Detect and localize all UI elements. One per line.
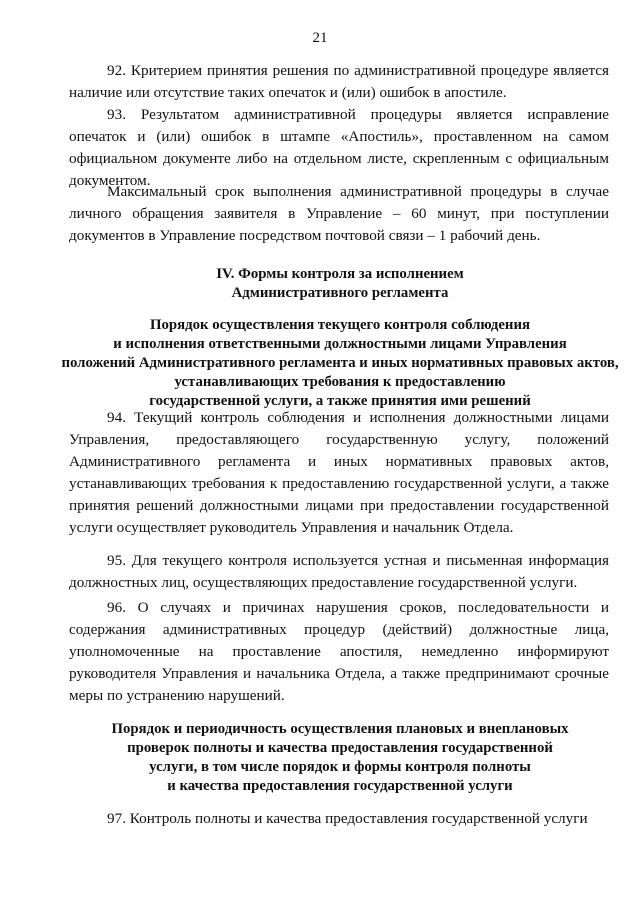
subheading-line: Порядок осуществления текущего контроля соблюдения: [150, 317, 530, 333]
paragraph-97: 97. Контроль полноты и качества предоставления государственной услуги: [107, 810, 588, 827]
subheading-line: услуги, в том числе порядок и формы контроля полноты: [149, 759, 531, 775]
subheading-line: проверок полноты и качества предоставления государственной: [127, 740, 553, 756]
paragraph-95: 95. Для текущего контроля используется устная и письменная информация должностных лиц, осуществляющих предоставление государственной услуги.: [69, 552, 609, 591]
paragraph-max-time: Максимальный срок выполнения административной процедуры в случае личного обращения заявителя в Управление – 60 минут, при поступлении документов в Управление посредством почтовой связи – 1 рабочий день.: [69, 183, 609, 244]
paragraph-94: 94. Текущий контроль соблюдения и исполнения должностными лицами Управления, предоставляющего государственную услугу, положений Административного регламента и иных нормативных правовых актов, устанавливающих требования к предоставлению государственной услуги, а также принятия решений должностными лицами при предоставлении государственной услуги осуществляет руководитель Управления и начальник Отдела.: [69, 409, 609, 536]
paragraph-92: 92. Критерием принятия решения по административной процедуре является наличие или отсутствие таких опечаток и (или) ошибок в апостиле.: [69, 62, 609, 101]
section-heading-line: Административного регламента: [231, 285, 449, 301]
section-heading: [60, 265, 620, 303]
subheading-line: и качества предоставления государственной услуги: [167, 778, 513, 794]
subheading-line: положений Административного регламента и иных нормативных правовых актов,: [61, 355, 619, 371]
subheading-line: и исполнения ответственными должностными лицами Управления: [113, 336, 567, 352]
subheading-periodicity: [60, 720, 620, 796]
subheading-line: Порядок и периодичность осуществления плановых и внеплановых: [111, 721, 569, 737]
subheading-current-control: [60, 316, 620, 411]
subheading-line: государственной услуги, а также принятия ими решений: [149, 393, 531, 409]
section-heading-line: IV. Формы контроля за исполнением: [216, 266, 464, 282]
subheading-line: устанавливающих требования к предоставлению: [174, 374, 506, 390]
paragraph-96: 96. О случаях и причинах нарушения сроков, последовательности и содержания административных процедур (действий) должностные лица, уполномоченные на проставление апостиля, немедленно информируют руководителя Управления и начальника Отдела, а также предпринимают срочные меры по устранению нарушений.: [69, 599, 609, 704]
page-number: 21: [312, 30, 328, 46]
paragraph-93: 93. Результатом административной процедуры является исправление опечаток и (или) ошибок в штампе «Апостиль», проставленном на самом официальном документе либо на отдельном листе, скрепленным с официальным документом.: [69, 106, 609, 189]
